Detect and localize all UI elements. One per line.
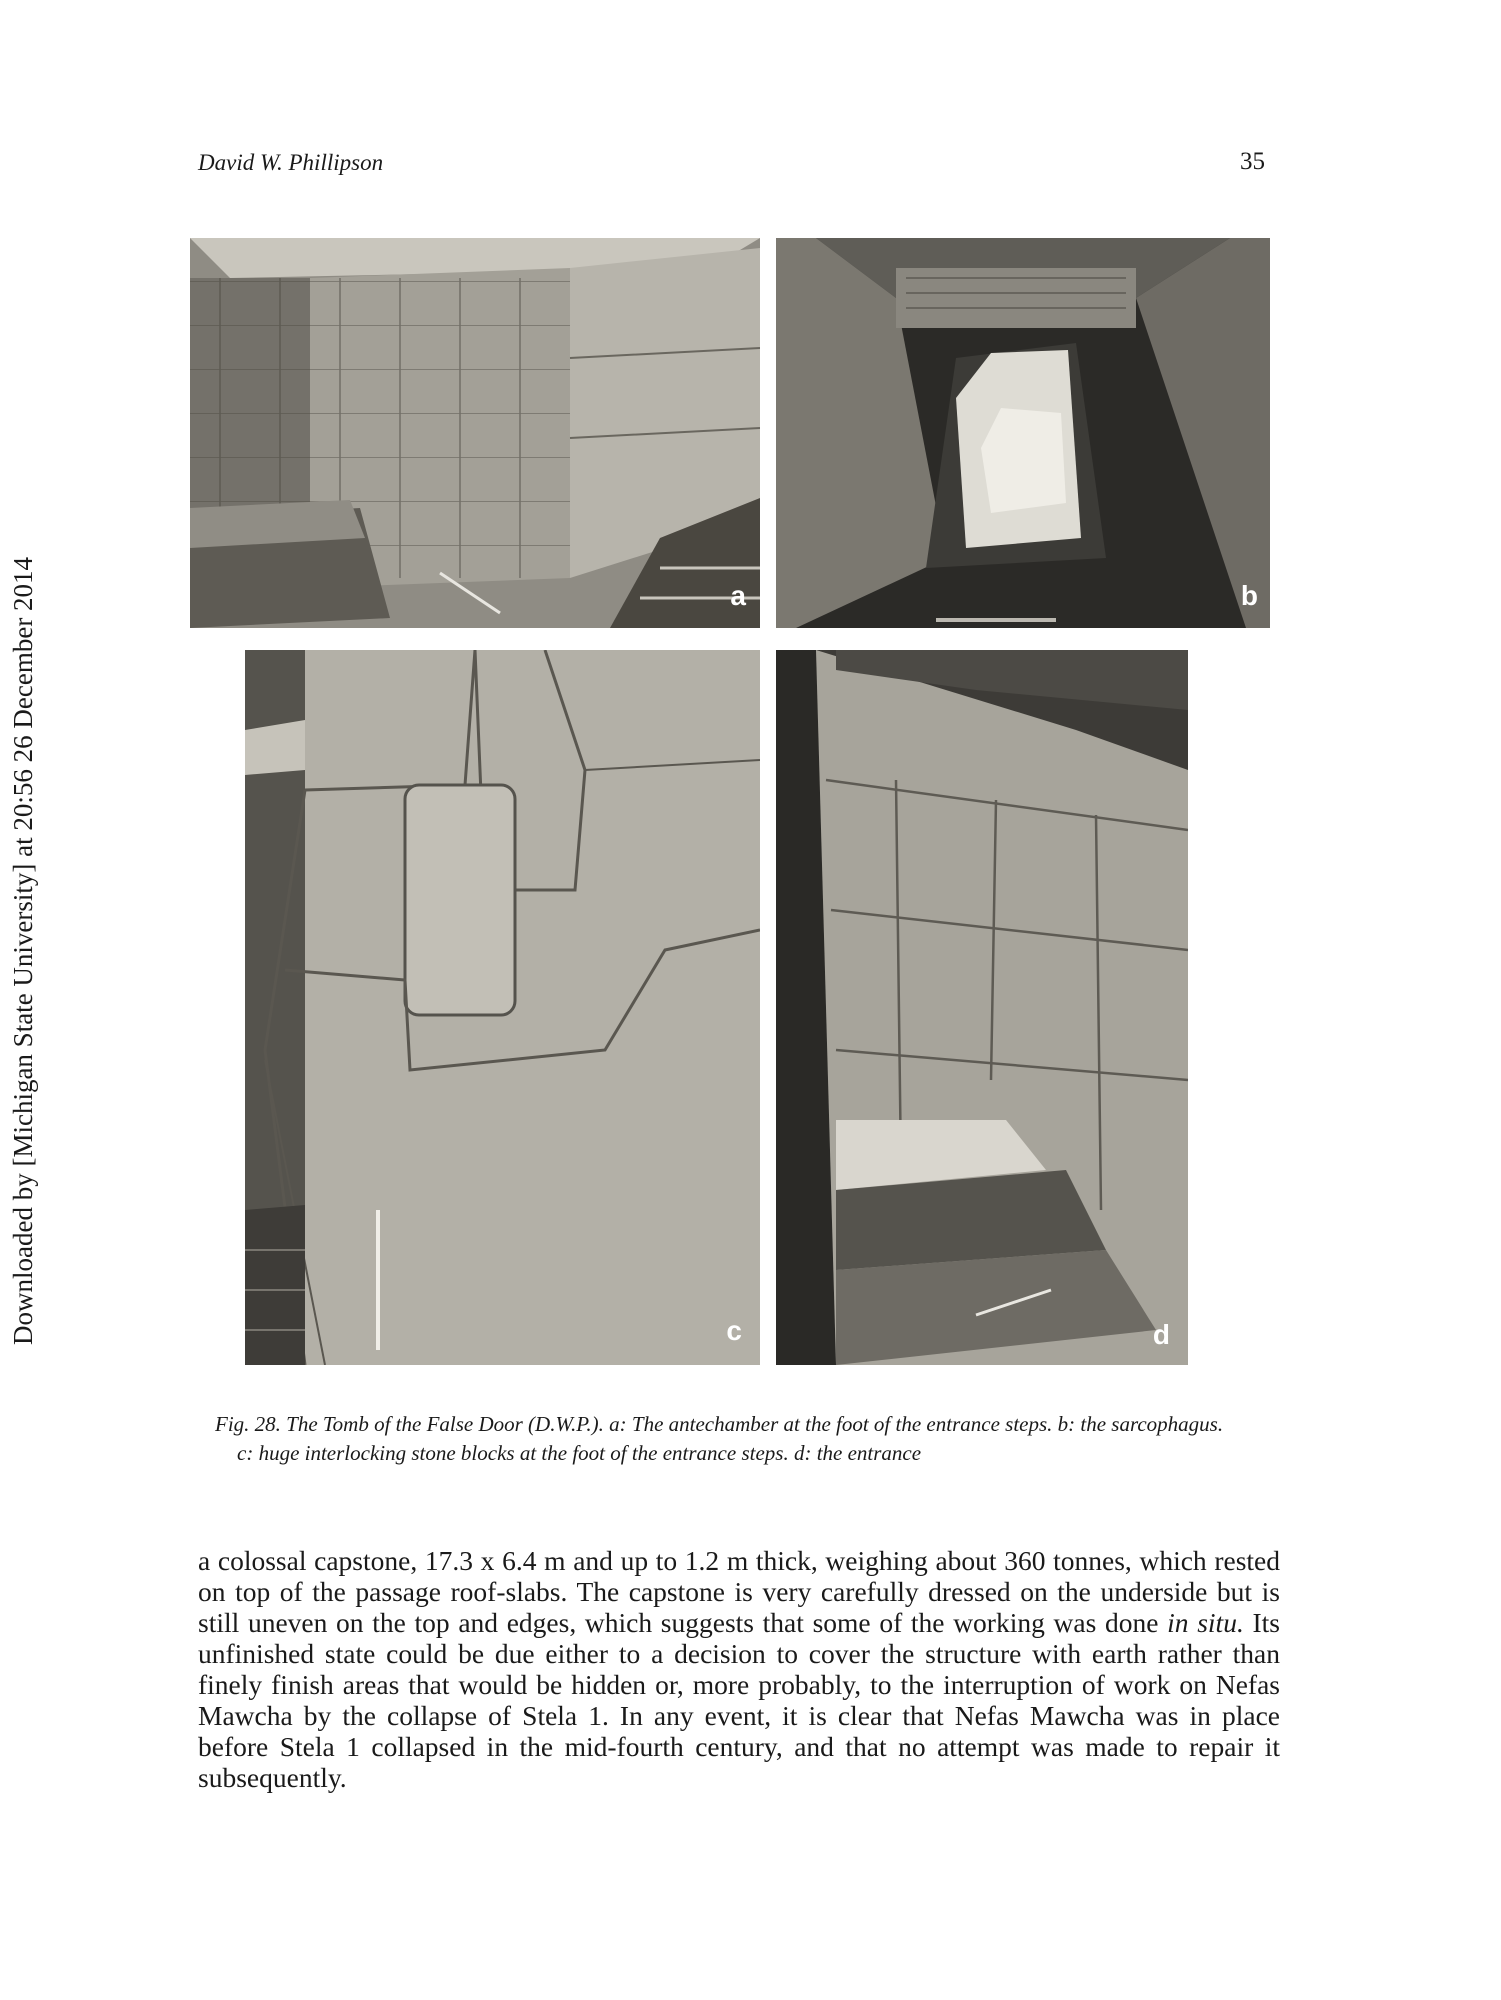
- photo-b-sarcophagus: [776, 238, 1270, 628]
- photo-a-antechamber: [190, 238, 760, 628]
- body-text-part-2: Its unfinished state could be due either to a decision to cover the structure with earth rather than finely finish areas that would be hidden or, more probably, to the interruption of work on Nefas Mawcha by the collapse of Stela 1. In any event, it is clear that Nefas Mawcha was in place before Stela 1 collapsed in the mid-fourth century, and that no attempt was made to repair it subsequently.: [198, 1607, 1281, 1793]
- body-paragraph: [198, 1545, 1280, 1793]
- running-head: David W. Phillipson: [198, 150, 384, 175]
- panel-label-b: b: [1240, 580, 1258, 611]
- download-watermark: Downloaded by [Michigan State University] at 20:56 26 December 2014: [8, 556, 38, 1345]
- caption-line-2: c: huge interlocking stone blocks at the foot of the entrance steps. d: the entrance: [237, 1441, 922, 1465]
- figure-caption: [215, 1410, 1295, 1468]
- photo-d-entrance: [776, 650, 1188, 1365]
- body-text-emphasis: in situ.: [1167, 1607, 1244, 1638]
- photo-c-interlocking-blocks: [245, 650, 760, 1365]
- page-number: 35: [1240, 148, 1265, 175]
- panel-label-a: a: [730, 580, 746, 611]
- body-text-part-1: a colossal capstone, 17.3 x 6.4 m and up to 1.2 m thick, weighing about 360 tonnes, which rested on top of the passage roof-slabs. The capstone is very carefully dressed on the underside but is still uneven on the top and edges, which suggests that some of the working was done: [198, 1545, 1280, 1638]
- panel-label-d: d: [1152, 1319, 1170, 1350]
- caption-line-1: Fig. 28. The Tomb of the False Door (D.W.P.). a: The antechamber at the foot of the entrance steps. b: the sarcophagus.: [215, 1412, 1224, 1436]
- panel-label-c: c: [726, 1315, 742, 1346]
